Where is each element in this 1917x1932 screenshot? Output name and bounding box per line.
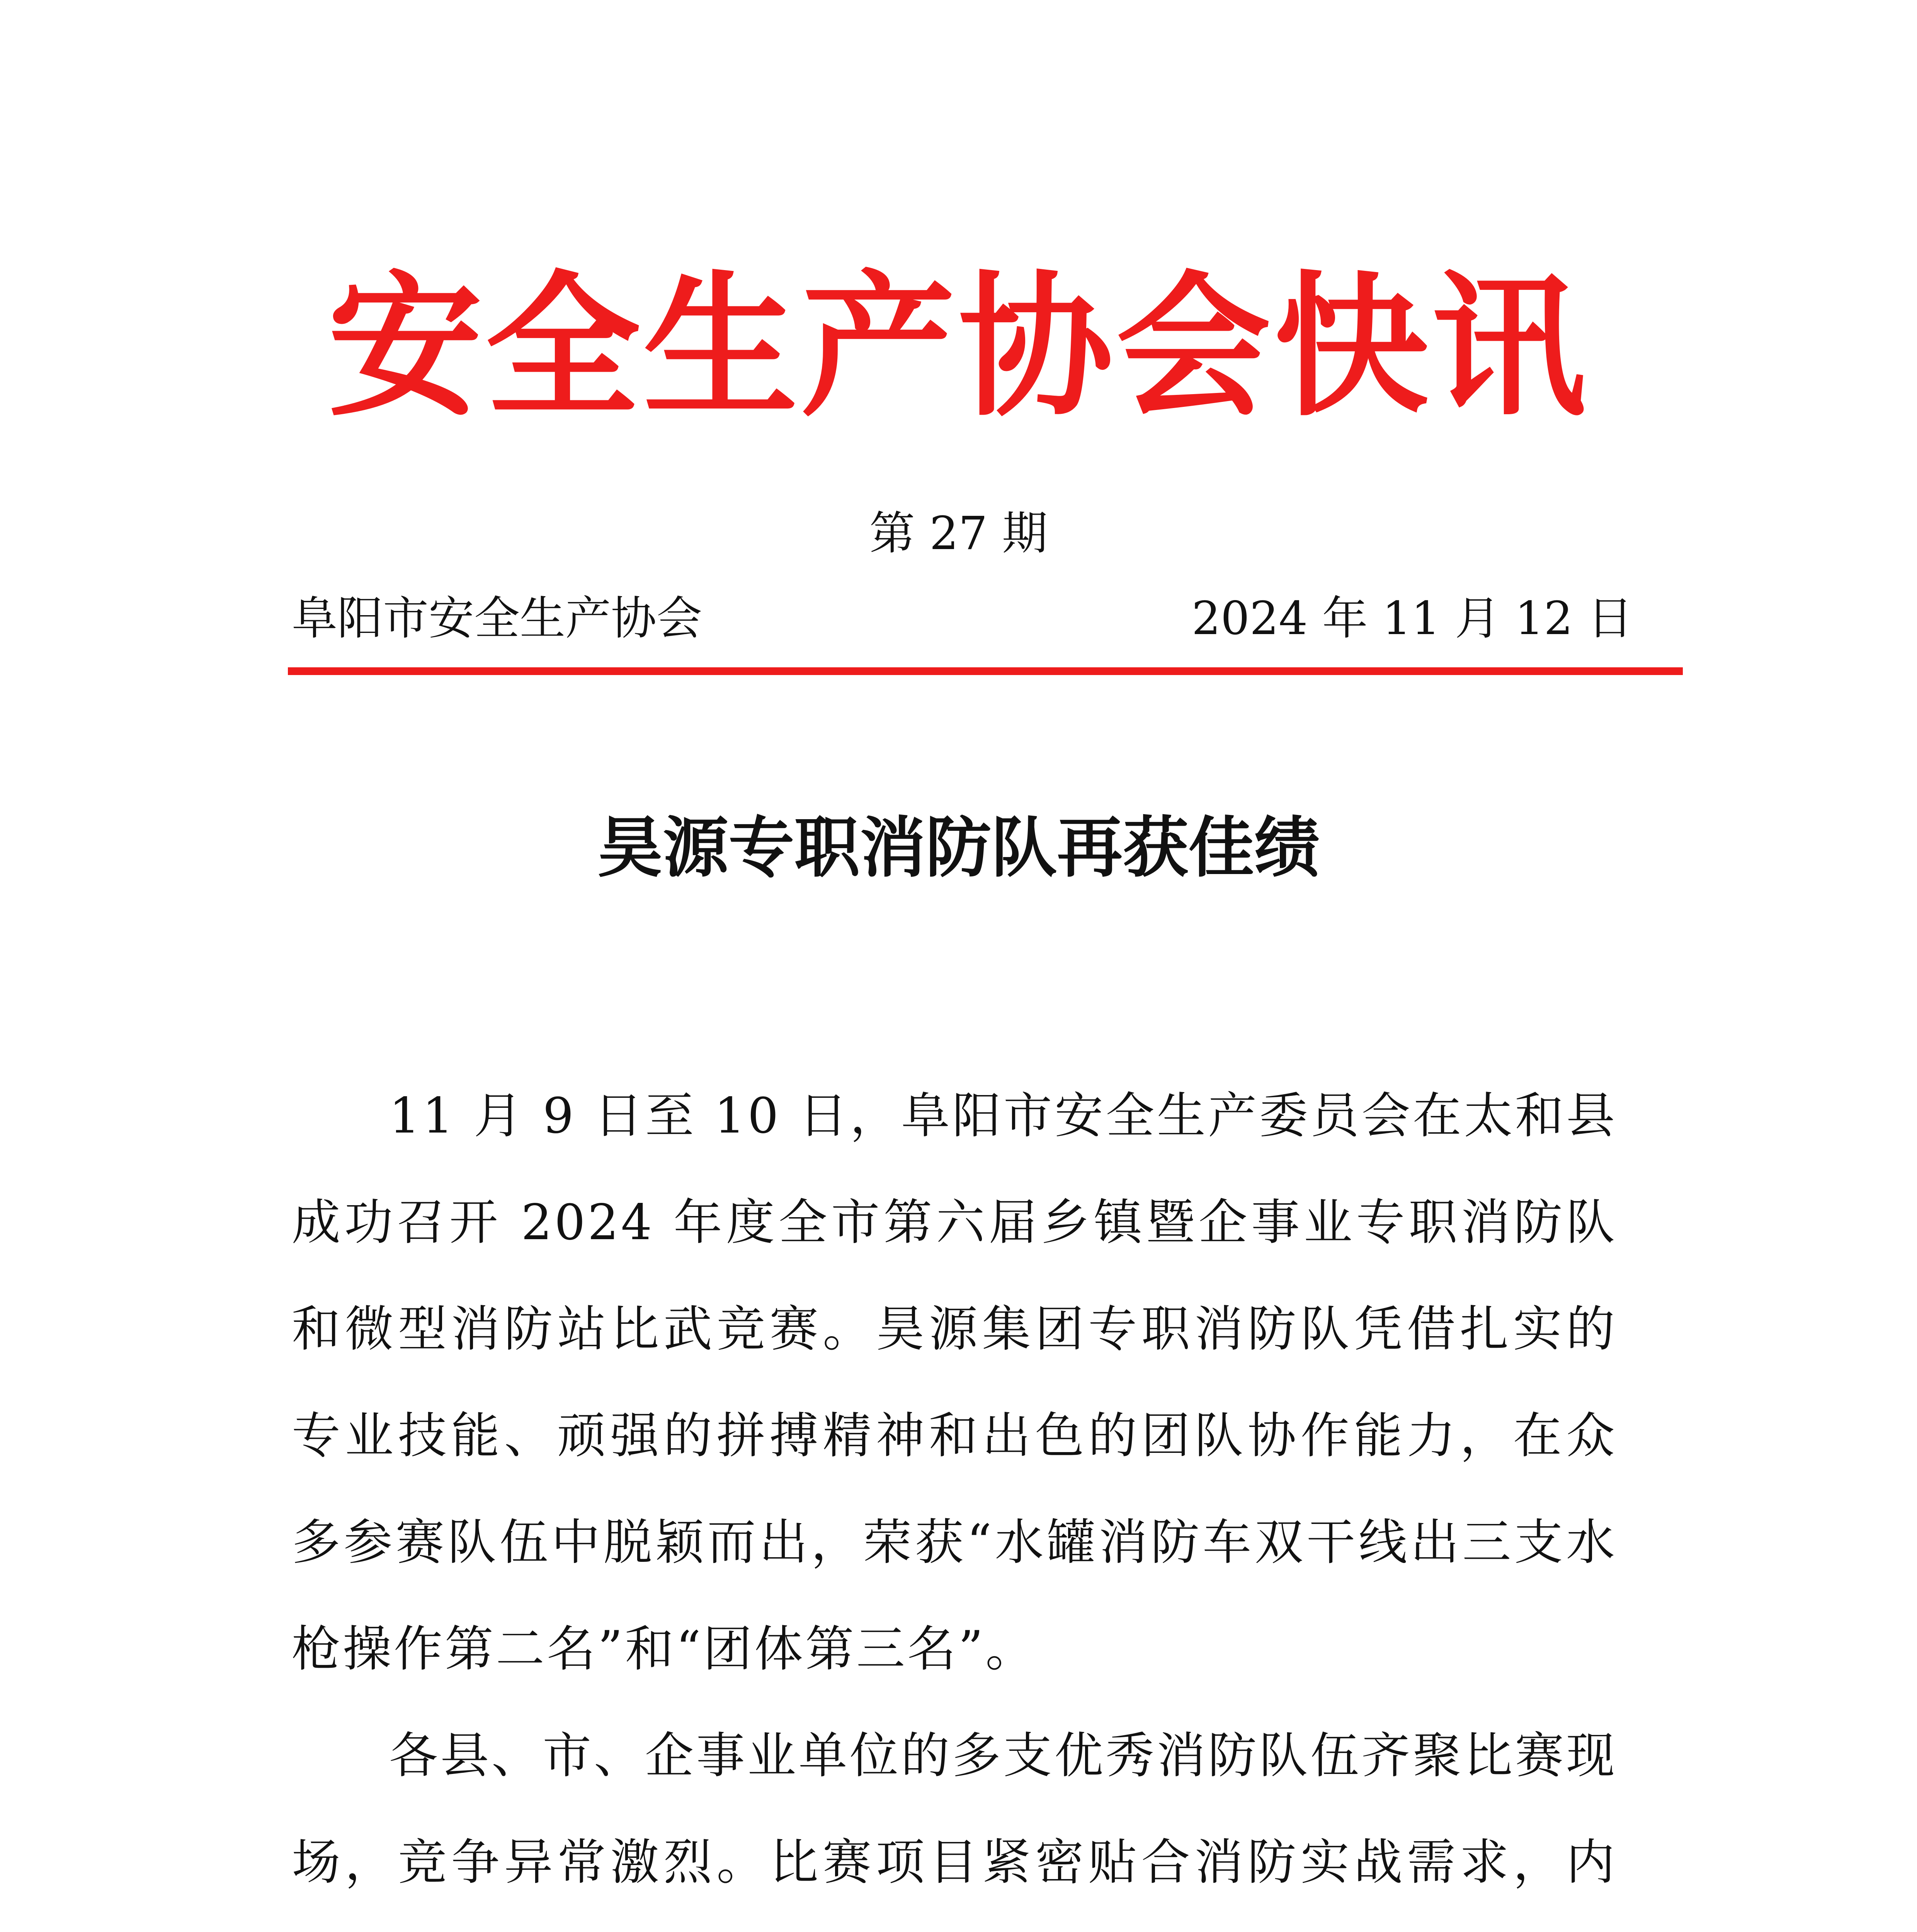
header-divider xyxy=(288,667,1683,675)
article-body xyxy=(292,1063,1617,1932)
publisher-name: 阜阳市安全生产协会 xyxy=(292,592,703,645)
paragraph-1: 11 月 9 日至 10 日，阜阳市安全生产委员会在太和县成功召开 2024 年度全市第六届乡镇暨企事业专职消防队和微型消防站比武竞赛。昊源集团专职消防队凭借扎实的专业技能、顽强的拼搏精神和出色的团队协作能力，在众多参赛队伍中脱颖而出，荣获“水罐消防车双干线出三支水枪操作第二名”和“团体第三名”。 xyxy=(292,1087,1617,1677)
paragraph-2: 各县、市、企事业单位的多支优秀消防队伍齐聚比赛现场，竞争异常激烈。比赛项目紧密贴合消防实战需求，内 xyxy=(292,1727,1617,1891)
article-title: 昊源专职消防队再获佳绩 xyxy=(597,810,1320,886)
publish-date: 2024 年 11 月 12 日 xyxy=(1191,592,1633,645)
masthead-title: 安全生产协会快讯 xyxy=(328,258,1589,437)
issue-number: 第 27 期 xyxy=(869,507,1048,560)
